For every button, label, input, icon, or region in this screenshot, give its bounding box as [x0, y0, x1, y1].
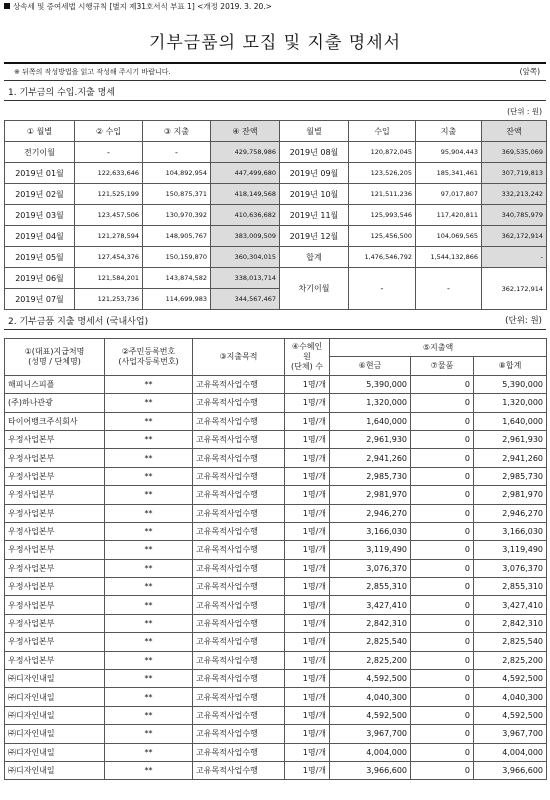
cell-goods: 0	[411, 633, 474, 651]
cell-purpose: 고유목적사업수행	[193, 449, 285, 467]
cell-purpose: 고유목적사업수행	[193, 614, 285, 632]
cell-total: 1,640,000	[474, 412, 547, 430]
cell-total: 3,966,600	[474, 761, 547, 779]
cell-total: 4,004,000	[474, 743, 547, 761]
cell-cash: 2,825,200	[330, 651, 411, 669]
col-header-total: ⑧합계	[474, 357, 547, 375]
cell-purpose: 고유목적사업수행	[193, 504, 285, 522]
law-reference	[4, 1, 272, 12]
cell-expense2: 1,544,132,866	[416, 247, 482, 268]
cell-balance2: 369,535,069	[482, 142, 547, 163]
cell-balance: 418,149,568	[211, 184, 280, 205]
cell-total: 2,981,970	[474, 486, 547, 504]
col-header-goods: ⑦물품	[411, 357, 474, 375]
cell-total: 2,985,730	[474, 467, 547, 485]
cell-count: 1명/개	[285, 761, 330, 779]
table-row	[5, 541, 547, 559]
cell-month: 2019년 01월	[5, 163, 75, 184]
cell-id: **	[105, 761, 193, 779]
cell-balance2: 307,719,813	[482, 163, 547, 184]
table-row	[5, 725, 547, 743]
cell-goods: 0	[411, 522, 474, 540]
cell-id: **	[105, 430, 193, 448]
cell-purpose: 고유목적사업수행	[193, 761, 285, 779]
note-divider	[4, 80, 546, 81]
cell-goods: 0	[411, 449, 474, 467]
cell-count: 1명/개	[285, 522, 330, 540]
cell-id: **	[105, 614, 193, 632]
cell-balance: 338,013,714	[211, 268, 280, 289]
table-row	[5, 596, 547, 614]
cell-income: 121,253,736	[75, 289, 143, 310]
cell-count: 1명/개	[285, 412, 330, 430]
instruction-note: ※ 뒤쪽의 작성방법을 읽고 작성해 주시기 바랍니다.	[14, 68, 171, 76]
section2-heading: 2. 기부금품 지출 명세서 (국내사업)	[8, 317, 149, 327]
cell-id: **	[105, 541, 193, 559]
cell-name: 우정사업본부	[5, 614, 105, 632]
cell-count: 1명/개	[285, 504, 330, 522]
cell-expense2: 117,420,811	[416, 205, 482, 226]
col-header-count: ④수혜인원 (단체) 수	[285, 339, 330, 376]
cell-purpose: 고유목적사업수행	[193, 578, 285, 596]
cell-goods: 0	[411, 412, 474, 430]
cell-income: -	[75, 142, 143, 163]
cell-goods: 0	[411, 504, 474, 522]
cell-cash: 1,640,000	[330, 412, 411, 430]
cell-name: 우정사업본부	[5, 633, 105, 651]
cell-count: 1명/개	[285, 578, 330, 596]
cell-total: 3,967,700	[474, 725, 547, 743]
col-header: 수입	[349, 121, 416, 142]
table-row	[5, 504, 547, 522]
cell-name: 타이어뱅크주식회사	[5, 412, 105, 430]
cell-goods: 0	[411, 725, 474, 743]
cell-cash: 2,842,310	[330, 614, 411, 632]
cell-income: 121,525,199	[75, 184, 143, 205]
cell-total: 2,941,260	[474, 449, 547, 467]
cell-purpose: 고유목적사업수행	[193, 633, 285, 651]
cell-goods: 0	[411, 541, 474, 559]
cell-name: 우정사업본부	[5, 522, 105, 540]
cell-id: **	[105, 559, 193, 577]
cell-month2: 2019년 10월	[280, 184, 349, 205]
cell-total: 4,592,500	[474, 670, 547, 688]
cell-name: 우정사업본부	[5, 467, 105, 485]
cell-month: 2019년 05월	[5, 247, 75, 268]
cell-cash: 2,941,260	[330, 449, 411, 467]
section2-unit: (단위: 원)	[505, 316, 542, 326]
cell-income2: 1,476,546,792	[349, 247, 416, 268]
cell-count: 1명/개	[285, 743, 330, 761]
cell-count: 1명/개	[285, 725, 330, 743]
col-header: 월별	[280, 121, 349, 142]
cell-count: 1명/개	[285, 394, 330, 412]
cell-total: 3,427,410	[474, 596, 547, 614]
cell-income2: 121,511,236	[349, 184, 416, 205]
cell-income: 121,278,594	[75, 226, 143, 247]
cell-goods: 0	[411, 688, 474, 706]
col-header-amount: ⑤지출액	[330, 339, 547, 357]
cell-goods: 0	[411, 394, 474, 412]
table-row	[5, 688, 547, 706]
cell-balance: 360,304,015	[211, 247, 280, 268]
square-bullet-icon	[4, 3, 10, 9]
cell-cash: 3,166,030	[330, 522, 411, 540]
cell-month2: 2019년 08월	[280, 142, 349, 163]
cell-total: 2,842,310	[474, 614, 547, 632]
cell-count: 1명/개	[285, 706, 330, 724]
cell-goods: 0	[411, 761, 474, 779]
cell-expense: 114,699,983	[143, 289, 211, 310]
cell-id: **	[105, 743, 193, 761]
cell-purpose: 고유목적사업수행	[193, 559, 285, 577]
cell-total: 3,119,490	[474, 541, 547, 559]
cell-name: ㈜디자인내일	[5, 725, 105, 743]
cell-goods: 0	[411, 596, 474, 614]
cell-total: 2,855,310	[474, 578, 547, 596]
col-header: ① 월별	[5, 121, 75, 142]
cell-name: 우정사업본부	[5, 541, 105, 559]
cell-name: 우정사업본부	[5, 578, 105, 596]
cell-cash: 5,390,000	[330, 375, 411, 393]
table-row	[5, 559, 547, 577]
income-expense-table	[4, 120, 547, 310]
cell-month2: 2019년 11월	[280, 205, 349, 226]
cell-count: 1명/개	[285, 541, 330, 559]
table-row	[5, 226, 547, 247]
cell-cash: 3,966,600	[330, 761, 411, 779]
cell-purpose: 고유목적사업수행	[193, 522, 285, 540]
cell-id: **	[105, 633, 193, 651]
cell-purpose: 고유목적사업수행	[193, 743, 285, 761]
cell-month: 2019년 06월	[5, 268, 75, 289]
cell-income: 127,454,376	[75, 247, 143, 268]
cell-name: ㈜디자인내일	[5, 706, 105, 724]
cell-name: ㈜디자인내일	[5, 688, 105, 706]
cell-cash: 3,119,490	[330, 541, 411, 559]
cell-purpose: 고유목적사업수행	[193, 412, 285, 430]
cell-balance: 344,567,467	[211, 289, 280, 310]
donation-expenditure-table	[4, 338, 547, 780]
cell-income: 121,584,201	[75, 268, 143, 289]
cell-cash: 2,946,270	[330, 504, 411, 522]
cell-name: ㈜디자인내일	[5, 670, 105, 688]
cell-cash: 2,855,310	[330, 578, 411, 596]
cell-total: 5,390,000	[474, 375, 547, 393]
cell-balance2: 340,785,979	[482, 205, 547, 226]
table-row	[5, 247, 547, 268]
cell-cash: 3,427,410	[330, 596, 411, 614]
col-header-purpose: ③지출목적	[193, 339, 285, 376]
cell-total: 2,961,930	[474, 430, 547, 448]
cell-name: ㈜디자인내일	[5, 761, 105, 779]
cell-id: **	[105, 504, 193, 522]
cell-count: 1명/개	[285, 688, 330, 706]
cell-month: 2019년 02월	[5, 184, 75, 205]
table-row	[5, 706, 547, 724]
cell-id: **	[105, 706, 193, 724]
cell-count: 1명/개	[285, 596, 330, 614]
cell-total: 2,825,200	[474, 651, 547, 669]
cell-cash: 2,961,930	[330, 430, 411, 448]
cell-income2: 120,872,045	[349, 142, 416, 163]
cell-purpose: 고유목적사업수행	[193, 651, 285, 669]
col-header-donee: ①(대표)지급처명 (성명 / 단체명)	[5, 339, 105, 376]
cell-count: 1명/개	[285, 375, 330, 393]
cell-purpose: 고유목적사업수행	[193, 670, 285, 688]
cell-count: 1명/개	[285, 614, 330, 632]
cell-balance: 429,758,986	[211, 142, 280, 163]
cell-total: 2,946,270	[474, 504, 547, 522]
table-row	[5, 578, 547, 596]
cell-cash: 4,592,500	[330, 670, 411, 688]
cell-expense2: 95,904,443	[416, 142, 482, 163]
cell-total: 3,076,370	[474, 559, 547, 577]
cell-count: 1명/개	[285, 633, 330, 651]
cell-name: 우정사업본부	[5, 486, 105, 504]
cell-expense: 104,892,954	[143, 163, 211, 184]
table-row	[5, 449, 547, 467]
cell-goods: 0	[411, 670, 474, 688]
cell-cash: 3,076,370	[330, 559, 411, 577]
cell-month: 전기이월	[5, 142, 75, 163]
table-header-row	[5, 121, 547, 142]
cell-month: 2019년 03월	[5, 205, 75, 226]
cell-name: 우정사업본부	[5, 596, 105, 614]
cell-balance2: 332,213,242	[482, 184, 547, 205]
col-header: ④ 잔액	[211, 121, 280, 142]
cell-count: 1명/개	[285, 559, 330, 577]
cell-cash: 4,592,500	[330, 706, 411, 724]
cell-expense: 150,159,870	[143, 247, 211, 268]
cell-balance: 410,636,682	[211, 205, 280, 226]
col-header: 지출	[416, 121, 482, 142]
cell-count: 1명/개	[285, 430, 330, 448]
cell-income2: 125,993,546	[349, 205, 416, 226]
table-row	[5, 486, 547, 504]
col-header: ② 수입	[75, 121, 143, 142]
cell-name: 우정사업본부	[5, 449, 105, 467]
cell-goods: 0	[411, 614, 474, 632]
cell-goods: 0	[411, 651, 474, 669]
cell-goods: 0	[411, 578, 474, 596]
cell-count: 1명/개	[285, 449, 330, 467]
table-row	[5, 430, 547, 448]
cell-count: 1명/개	[285, 486, 330, 504]
cell-count: 1명/개	[285, 467, 330, 485]
carry-forward-label: 차기이월	[280, 268, 349, 310]
col-header-id: ②주민등록번호 (사업자등록번호)	[105, 339, 193, 376]
cell-goods: 0	[411, 706, 474, 724]
cell-id: **	[105, 651, 193, 669]
cell-purpose: 고유목적사업수행	[193, 541, 285, 559]
cell-goods: 0	[411, 430, 474, 448]
cell-total: 3,166,030	[474, 522, 547, 540]
table-row	[5, 651, 547, 669]
cell-name: (주)하나관광	[5, 394, 105, 412]
table-row	[5, 670, 547, 688]
cell-income2: 123,526,205	[349, 163, 416, 184]
cell-id: **	[105, 596, 193, 614]
cell-id: **	[105, 375, 193, 393]
cell-id: **	[105, 725, 193, 743]
cell-name: 해피니스피플	[5, 375, 105, 393]
cell-income2: 125,456,500	[349, 226, 416, 247]
cell-month: 2019년 07월	[5, 289, 75, 310]
cell-balance2: 362,172,914	[482, 226, 547, 247]
table-row	[5, 614, 547, 632]
cell-expense: 148,905,767	[143, 226, 211, 247]
cell-cash: 3,967,700	[330, 725, 411, 743]
title-divider	[4, 62, 546, 64]
law-reference-text: 상속세 및 증여세법 시행규칙 [별지 제31호서식 부표 1] <개정 2019. 3. 20.>	[13, 2, 272, 11]
cell-expense: -	[143, 142, 211, 163]
cell-id: **	[105, 670, 193, 688]
table-row	[5, 268, 547, 289]
table-row	[5, 412, 547, 430]
table-row	[5, 633, 547, 651]
cell-purpose: 고유목적사업수행	[193, 596, 285, 614]
cell-month2: 2019년 09월	[280, 163, 349, 184]
table-row	[5, 743, 547, 761]
table-row	[5, 522, 547, 540]
cell-name: 우정사업본부	[5, 504, 105, 522]
cell-purpose: 고유목적사업수행	[193, 467, 285, 485]
cell-id: **	[105, 688, 193, 706]
cell-id: **	[105, 412, 193, 430]
cell-purpose: 고유목적사업수행	[193, 725, 285, 743]
carry-forward-expense: -	[416, 268, 482, 310]
front-side-label: (앞쪽)	[519, 67, 540, 76]
cell-cash: 1,320,000	[330, 394, 411, 412]
cell-month2: 합계	[280, 247, 349, 268]
cell-name: 우정사업본부	[5, 559, 105, 577]
cell-expense: 130,970,392	[143, 205, 211, 226]
cell-goods: 0	[411, 743, 474, 761]
cell-name: 우정사업본부	[5, 430, 105, 448]
cell-income: 123,457,506	[75, 205, 143, 226]
table-row	[5, 205, 547, 226]
table-row	[5, 142, 547, 163]
cell-cash: 4,040,300	[330, 688, 411, 706]
cell-month: 2019년 04월	[5, 226, 75, 247]
cell-total: 4,592,500	[474, 706, 547, 724]
cell-id: **	[105, 394, 193, 412]
col-header: ③ 지출	[143, 121, 211, 142]
col-header-cash: ⑥현금	[330, 357, 411, 375]
section1-divider	[4, 100, 546, 101]
cell-purpose: 고유목적사업수행	[193, 394, 285, 412]
cell-purpose: 고유목적사업수행	[193, 688, 285, 706]
cell-total: 2,825,540	[474, 633, 547, 651]
cell-id: **	[105, 486, 193, 504]
cell-goods: 0	[411, 375, 474, 393]
cell-id: **	[105, 578, 193, 596]
cell-count: 1명/개	[285, 670, 330, 688]
cell-expense: 143,874,582	[143, 268, 211, 289]
table-row	[5, 467, 547, 485]
cell-name: 우정사업본부	[5, 651, 105, 669]
cell-balance2: -	[482, 247, 547, 268]
cell-goods: 0	[411, 486, 474, 504]
cell-cash: 4,004,000	[330, 743, 411, 761]
cell-cash: 2,985,730	[330, 467, 411, 485]
cell-total: 1,320,000	[474, 394, 547, 412]
section1-unit: (단위 : 원)	[507, 107, 542, 116]
cell-expense2: 104,069,565	[416, 226, 482, 247]
table-row	[5, 184, 547, 205]
cell-balance: 383,009,509	[211, 226, 280, 247]
cell-total: 4,040,300	[474, 688, 547, 706]
cell-cash: 2,981,970	[330, 486, 411, 504]
cell-id: **	[105, 449, 193, 467]
cell-purpose: 고유목적사업수행	[193, 375, 285, 393]
cell-income: 122,633,646	[75, 163, 143, 184]
cell-goods: 0	[411, 559, 474, 577]
cell-id: **	[105, 467, 193, 485]
cell-month2: 2019년 12월	[280, 226, 349, 247]
cell-purpose: 고유목적사업수행	[193, 430, 285, 448]
page-title: 기부금품의 모집 및 지출 명세서	[148, 33, 402, 53]
table-row	[5, 163, 547, 184]
section2-divider	[4, 329, 546, 330]
cell-expense2: 97,017,807	[416, 184, 482, 205]
cell-expense2: 185,341,461	[416, 163, 482, 184]
cell-expense: 150,875,371	[143, 184, 211, 205]
carry-forward-balance: 362,172,914	[482, 268, 547, 310]
cell-name: ㈜디자인내일	[5, 743, 105, 761]
table-row	[5, 375, 547, 393]
cell-purpose: 고유목적사업수행	[193, 486, 285, 504]
table-row	[5, 761, 547, 779]
col-header: 잔액	[482, 121, 547, 142]
cell-cash: 2,825,540	[330, 633, 411, 651]
carry-forward-income: -	[349, 268, 416, 310]
section1-heading: 1. 기부금의 수입.지출 명세	[8, 88, 115, 98]
cell-count: 1명/개	[285, 651, 330, 669]
cell-balance: 447,499,680	[211, 163, 280, 184]
cell-id: **	[105, 522, 193, 540]
cell-goods: 0	[411, 467, 474, 485]
cell-purpose: 고유목적사업수행	[193, 706, 285, 724]
table-row	[5, 394, 547, 412]
